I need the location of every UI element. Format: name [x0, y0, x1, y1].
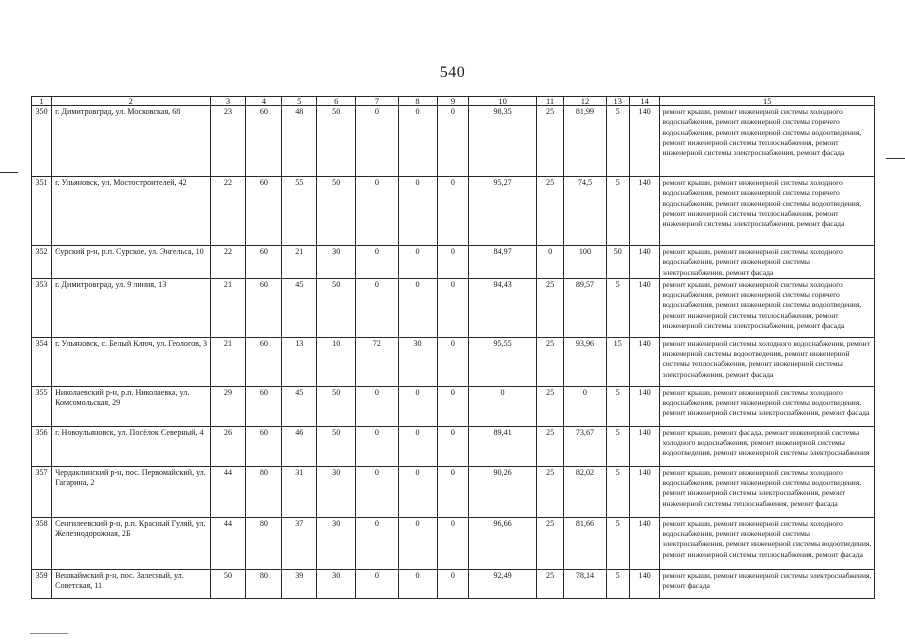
repair-program-table [31, 96, 875, 599]
row-address: г. Ульяновск, с. Белый Ключ, ул. Геологов, 3 [52, 337, 210, 386]
cell-col8: 30 [398, 337, 437, 386]
cell-col14: 140 [629, 278, 660, 337]
cell-col9: 0 [437, 426, 469, 466]
cell-col8: 0 [398, 569, 437, 598]
cell-col10: 92,49 [469, 569, 537, 598]
cell-col6: 50 [317, 426, 356, 466]
cell-col7: 0 [356, 569, 398, 598]
table-row [32, 517, 875, 569]
col-header: 15 [660, 97, 875, 106]
cell-col13: 5 [606, 426, 629, 466]
cell-col11: 25 [536, 177, 563, 246]
cell-col3: 22 [210, 177, 246, 246]
cell-col12: 74,5 [564, 177, 606, 246]
cell-col8: 0 [398, 517, 437, 569]
table-row [32, 337, 875, 386]
cell-col10: 95,55 [469, 337, 537, 386]
table-row [32, 466, 875, 517]
row-works: ремонт инженерной системы холодного водоснабжения, ремонт инженерной системы водоотведения, ремонт инженерной системы теплоснабжения, ремонт инженерной системы электроснабжения, ремонт фасада [660, 337, 875, 386]
row-address: г. Ульяновск, ул. Мостостроителей, 42 [52, 177, 210, 246]
cell-col12: 81,66 [564, 517, 606, 569]
col-header: 3 [210, 97, 246, 106]
cell-col13: 15 [606, 337, 629, 386]
cell-col9: 0 [437, 246, 469, 279]
cell-col9: 0 [437, 337, 469, 386]
cell-col3: 44 [210, 466, 246, 517]
cell-col10: 0 [469, 386, 537, 426]
page-number: 540 [439, 64, 466, 81]
cell-col12: 73,67 [564, 426, 606, 466]
cell-col12: 89,57 [564, 278, 606, 337]
cell-col10: 96,66 [469, 517, 537, 569]
row-number: 352 [32, 246, 52, 279]
cell-col11: 25 [536, 517, 563, 569]
row-number: 356 [32, 426, 52, 466]
cell-col10: 84,97 [469, 246, 537, 279]
cell-col9: 0 [437, 278, 469, 337]
row-address: Чердаклинский р-н, пос. Первомайский, ул. Гагарина, 2 [52, 466, 210, 517]
cell-col6: 50 [317, 106, 356, 177]
row-works: ремонт крыши, ремонт инженерной системы холодного водоснабжения, ремонт инженерной системы электроснабжения, ремонт фасада [660, 246, 875, 279]
cell-col9: 0 [437, 177, 469, 246]
cell-col8: 0 [398, 466, 437, 517]
cell-col14: 140 [629, 106, 660, 177]
cell-col5: 48 [282, 106, 317, 177]
col-header: 14 [629, 97, 660, 106]
cell-col7: 0 [356, 517, 398, 569]
cell-col10: 89,41 [469, 426, 537, 466]
cell-col9: 0 [437, 569, 469, 598]
row-works: ремонт крыши, ремонт инженерной системы холодного водоснабжения, ремонт инженерной системы электроснабжения, ремонт инженерной системы водоотведения, ремонт инженерной системы теплоснабжения, ремонт фасада [660, 517, 875, 569]
row-address: Вешкаймский р-н, пос. Залесный, ул. Советская, 11 [52, 569, 210, 598]
cell-col5: 39 [282, 569, 317, 598]
cell-col4: 60 [246, 246, 282, 279]
row-works: ремонт крыши, ремонт фасада, ремонт инженерной системы холодного водоснабжения, ремонт инженерной системы водоотведения, ремонт инженерной системы электроснабжения [660, 426, 875, 466]
row-number: 359 [32, 569, 52, 598]
cell-col6: 50 [317, 278, 356, 337]
cell-col3: 44 [210, 517, 246, 569]
cell-col7: 0 [356, 466, 398, 517]
cell-col6: 30 [317, 517, 356, 569]
cell-col7: 0 [356, 246, 398, 279]
cell-col3: 50 [210, 569, 246, 598]
cell-col4: 60 [246, 337, 282, 386]
col-header: 9 [437, 97, 469, 106]
cell-col10: 90,26 [469, 466, 537, 517]
cell-col9: 0 [437, 386, 469, 426]
cell-col8: 0 [398, 278, 437, 337]
cell-col12: 100 [564, 246, 606, 279]
cell-col11: 25 [536, 278, 563, 337]
cell-col7: 72 [356, 337, 398, 386]
scan-mark-right [886, 158, 905, 159]
cell-col3: 22 [210, 246, 246, 279]
cell-col12: 81,99 [564, 106, 606, 177]
cell-col14: 140 [629, 517, 660, 569]
cell-col13: 50 [606, 246, 629, 279]
cell-col8: 0 [398, 106, 437, 177]
cell-col12: 78,14 [564, 569, 606, 598]
cell-col7: 0 [356, 426, 398, 466]
cell-col3: 29 [210, 386, 246, 426]
cell-col4: 80 [246, 466, 282, 517]
cell-col11: 25 [536, 386, 563, 426]
cell-col4: 60 [246, 426, 282, 466]
cell-col4: 80 [246, 569, 282, 598]
cell-col5: 45 [282, 278, 317, 337]
cell-col13: 5 [606, 517, 629, 569]
cell-col7: 0 [356, 177, 398, 246]
row-works: ремонт крыши, ремонт инженерной системы холодного водоснабжения, ремонт инженерной системы горячего водоснабжения, ремонт инженерной системы водоотведения, ремонт инженерной системы теплоснабжения, ремонт инженерной системы электроснабжения, ремонт фасада [660, 177, 875, 246]
col-header: 7 [356, 97, 398, 106]
cell-col6: 30 [317, 246, 356, 279]
cell-col7: 0 [356, 386, 398, 426]
cell-col8: 0 [398, 177, 437, 246]
cell-col11: 0 [536, 246, 563, 279]
table-row [32, 386, 875, 426]
cell-col9: 0 [437, 106, 469, 177]
cell-col5: 21 [282, 246, 317, 279]
row-number: 353 [32, 278, 52, 337]
row-number: 358 [32, 517, 52, 569]
cell-col7: 0 [356, 278, 398, 337]
cell-col12: 82,02 [564, 466, 606, 517]
row-works: ремонт крыши, ремонт инженерной системы электроснабжения, ремонт фасада [660, 569, 875, 598]
cell-col6: 50 [317, 386, 356, 426]
table-row [32, 426, 875, 466]
row-address: Сенгилеевский р-н, р.п. Красный Гуляй, ул. Железнодорожная, 2Б [52, 517, 210, 569]
cell-col6: 10 [317, 337, 356, 386]
cell-col10: 98,35 [469, 106, 537, 177]
row-address: Николаевский р-н, р.п. Николаевка, ул. Комсомольская, 29 [52, 386, 210, 426]
table-row [32, 106, 875, 177]
col-header: 12 [564, 97, 606, 106]
row-number: 351 [32, 177, 52, 246]
row-number: 350 [32, 106, 52, 177]
cell-col11: 25 [536, 569, 563, 598]
cell-col14: 140 [629, 569, 660, 598]
cell-col3: 21 [210, 278, 246, 337]
row-address: г. Димитровград, ул. 9 линия, 13 [52, 278, 210, 337]
col-header: 8 [398, 97, 437, 106]
cell-col4: 60 [246, 278, 282, 337]
table-row [32, 569, 875, 598]
cell-col14: 140 [629, 337, 660, 386]
cell-col8: 0 [398, 386, 437, 426]
cell-col6: 30 [317, 466, 356, 517]
cell-col14: 140 [629, 177, 660, 246]
row-number: 355 [32, 386, 52, 426]
col-header: 13 [606, 97, 629, 106]
col-header: 11 [536, 97, 563, 106]
table-row [32, 246, 875, 279]
cell-col11: 25 [536, 426, 563, 466]
row-address: г. Новоульяновск, ул. Посёлок Северный, 4 [52, 426, 210, 466]
cell-col13: 5 [606, 177, 629, 246]
cell-col13: 5 [606, 569, 629, 598]
cell-col3: 26 [210, 426, 246, 466]
row-address: г. Димитровград, ул. Московская, 68 [52, 106, 210, 177]
row-works: ремонт крыши, ремонт инженерной системы холодного водоснабжения, ремонт инженерной системы горячего водоснабжения, ремонт инженерной системы водоотведения, ремонт инженерной системы теплоснабжения, ремонт инженерной системы электроснабжения, ремонт фасада [660, 106, 875, 177]
cell-col4: 80 [246, 517, 282, 569]
cell-col9: 0 [437, 466, 469, 517]
cell-col5: 13 [282, 337, 317, 386]
cell-col13: 5 [606, 466, 629, 517]
cell-col4: 60 [246, 106, 282, 177]
cell-col14: 140 [629, 386, 660, 426]
cell-col6: 50 [317, 177, 356, 246]
cell-col13: 5 [606, 106, 629, 177]
col-header: 1 [32, 97, 52, 106]
cell-col9: 0 [437, 517, 469, 569]
cell-col10: 94,43 [469, 278, 537, 337]
cell-col6: 30 [317, 569, 356, 598]
cell-col12: 93,96 [564, 337, 606, 386]
col-header: 4 [246, 97, 282, 106]
cell-col3: 23 [210, 106, 246, 177]
cell-col14: 140 [629, 466, 660, 517]
header-row [32, 97, 875, 106]
cell-col8: 0 [398, 426, 437, 466]
cell-col11: 25 [536, 466, 563, 517]
table-row [32, 278, 875, 337]
row-number: 357 [32, 466, 52, 517]
col-header: 10 [469, 97, 537, 106]
col-header: 6 [317, 97, 356, 106]
scan-mark-left [0, 172, 18, 173]
cell-col5: 55 [282, 177, 317, 246]
cell-col8: 0 [398, 246, 437, 279]
cell-col13: 5 [606, 386, 629, 426]
cell-col14: 140 [629, 426, 660, 466]
cell-col4: 60 [246, 177, 282, 246]
cell-col11: 25 [536, 106, 563, 177]
table-row [32, 177, 875, 246]
cell-col5: 37 [282, 517, 317, 569]
cell-col11: 25 [536, 337, 563, 386]
cell-col12: 0 [564, 386, 606, 426]
row-works: ремонт крыши, ремонт инженерной системы холодного водоснабжения, ремонт инженерной системы водоотведения, ремонт инженерной системы электроснабжения, ремонт инженерной системы теплоснабжения, ремонт фасада [660, 466, 875, 517]
col-header: 2 [52, 97, 210, 106]
cell-col13: 5 [606, 278, 629, 337]
cell-col7: 0 [356, 106, 398, 177]
scan-mark-bottom [30, 633, 68, 634]
cell-col3: 21 [210, 337, 246, 386]
row-works: ремонт крыши, ремонт инженерной системы холодного водоснабжения, ремонт инженерной системы горячего водоснабжения, ремонт инженерной системы водоотведения, ремонт инженерной системы теплоснабжения, ремонт инженерной системы электроснабжения, ремонт фасада [660, 278, 875, 337]
col-header: 5 [282, 97, 317, 106]
row-works: ремонт крыши, ремонт инженерной системы холодного водоснабжения, ремонт инженерной системы водоотведения, ремонт инженерной системы электроснабжения, ремонт фасада [660, 386, 875, 426]
cell-col5: 31 [282, 466, 317, 517]
row-address: Сурский р-н, р.п. Сурское, ул. Энгельса, 10 [52, 246, 210, 279]
cell-col5: 45 [282, 386, 317, 426]
cell-col10: 95,27 [469, 177, 537, 246]
cell-col4: 60 [246, 386, 282, 426]
cell-col5: 46 [282, 426, 317, 466]
row-number: 354 [32, 337, 52, 386]
cell-col14: 140 [629, 246, 660, 279]
